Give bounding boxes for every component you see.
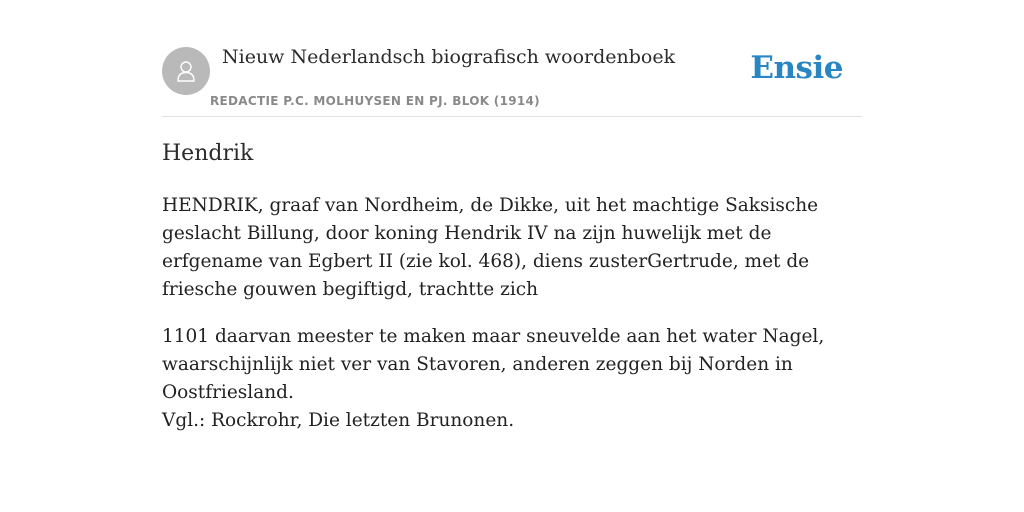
- book-title[interactable]: Nieuw Nederlandsch biografisch woordenboek: [222, 46, 676, 68]
- entry-paragraph: 1101 daarvan meester te maken maar sneuvelde aan het water Nagel, waarschijnlijk niet ver van Stavoren, anderen zeggen bij Norden in Oostfriesland.: [162, 326, 825, 403]
- ensie-logo[interactable]: Ensie: [750, 50, 843, 86]
- person-outline-icon: [172, 57, 200, 85]
- source-header: [162, 0, 862, 117]
- entry-title: Hendrik: [162, 141, 254, 166]
- editors-line: REDACTIE P.C. MOLHUYSEN EN PJ. BLOK (1914): [210, 94, 540, 108]
- entry-paragraph: HENDRIK, graaf van Nordheim, de Dikke, uit het machtige Saksische geslacht Billung, door koning Hendrik IV na zijn huwelijk met de erfgename van Egbert II (zie kol. 468), diens zusterGertrude, met de friesche gouwen begiftigd, trachtte zich: [162, 195, 819, 300]
- entry-card: [162, 0, 862, 431]
- user-avatar-icon[interactable]: [162, 47, 210, 95]
- entry-reference: Vgl.: Rockrohr, Die letzten Brunonen.: [162, 410, 515, 431]
